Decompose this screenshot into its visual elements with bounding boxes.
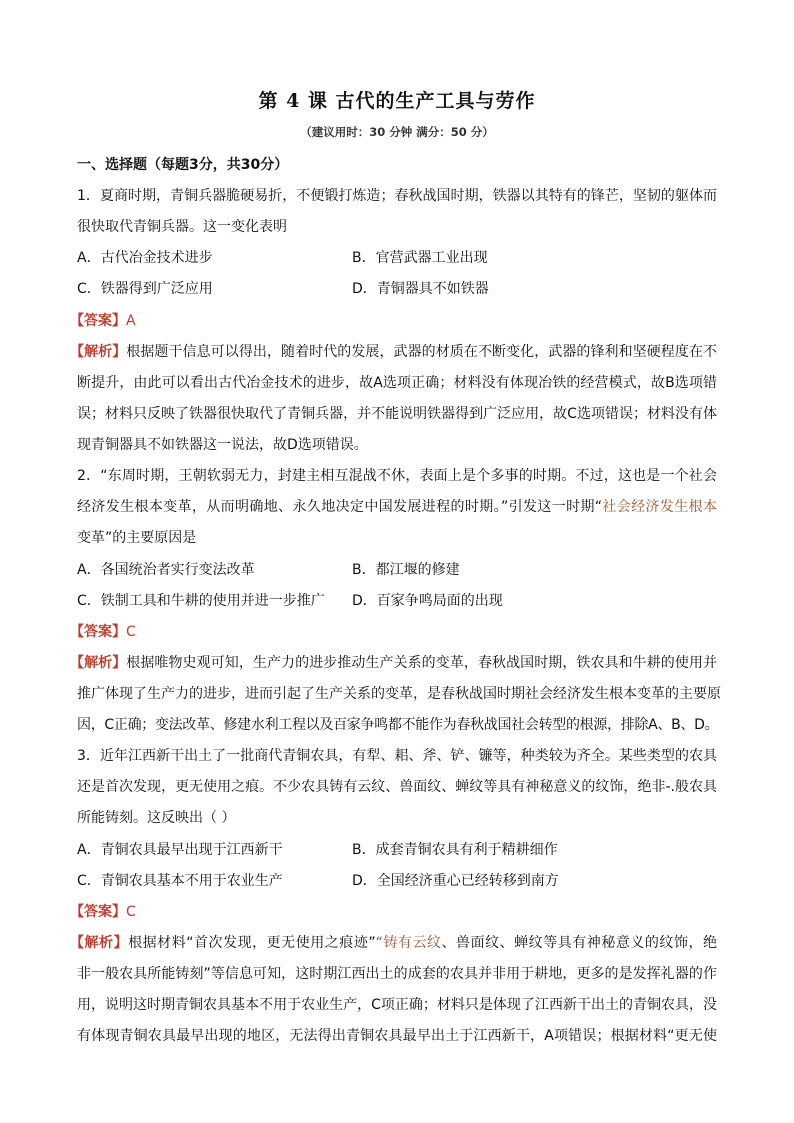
q1-answer — [70, 311, 136, 331]
q1-option-d: D．青铜器具不如铁器 — [352, 281, 489, 297]
q2-stem-line1: 2．“东周时期，王朝软弱无力，封建主相互混战不休，表面上是个多事的时期。不过，这也是一个社会 — [77, 468, 717, 484]
q3-analysis-line3: 用，说明这时期青铜农具基本不用于农业生产，C项正确；材料只是体现了江西新干出土的青铜农具，没 — [77, 997, 717, 1013]
q3-analysis-line2: 非一般农具所能铸刻”等信息可知，这时期江西出土的成套的农具并非用于耕地，更多的是发挥礼器的作 — [77, 966, 717, 982]
q3-option-c: C．青铜农具基本不用于农业生产 — [77, 873, 283, 889]
q2-answer — [70, 622, 136, 642]
q2-option-a: A．各国统治者实行变法改革 — [77, 562, 255, 578]
q3-answer — [70, 902, 136, 922]
q1-analysis-line4: 现青铜器具不如铁器这一说法，故D选项错误。 — [77, 437, 368, 453]
analysis-text-cont: 、兽面纹、蝉纹等具有神秘意义的纹饰，绝 — [441, 935, 718, 951]
q1-option-b: B．官营武器工业出现 — [352, 250, 488, 266]
q1-stem-line1: 1．夏商时期，青铜兵器脆硬易折，不便锻打炼造；春秋战国时期，铁器以其特有的锋芒，坚韧的躯体而 — [77, 188, 717, 204]
q2-stem-line2 — [77, 497, 717, 517]
analysis-label: 【解析】 — [70, 344, 127, 360]
q3-option-d: D．全国经济重心已经转移到南方 — [352, 873, 559, 889]
answer-label: 【答案】 — [70, 624, 126, 640]
q2-stem-line3: 变革”的主要原因是 — [77, 530, 197, 546]
q2-analysis-line3: 因，C正确；变法改革、修建水利工程以及百家争鸣都不能作为春秋战国社会转型的根源，排除A、B、D。 — [77, 717, 719, 733]
q3-analysis-line4: 有体现青铜农具最早出现的地区，无法得出青铜农具最早出土于江西新干，A项错误；根据材料“更无使 — [77, 1028, 717, 1044]
analysis-quote: “铸有云纹 — [375, 935, 442, 951]
q2-analysis-line2: 推广体现了生产力的进步，进而引起了生产关系的变革，是春秋战国时期社会经济发生根本变革的主要原 — [77, 686, 721, 702]
analysis-text: 根据材料“首次发现，更无使用之痕迹” — [128, 935, 376, 951]
q3-analysis-line1 — [70, 933, 717, 953]
q1-analysis-line1 — [70, 342, 717, 362]
q2-option-d: D．百家争鸣局面的出现 — [352, 593, 503, 609]
q3-stem-line3: 所能铸刻。这反映出（ ） — [77, 810, 236, 826]
answer-label: 【答案】 — [70, 904, 126, 920]
q1-stem-line2: 很快取代青铜兵器。这一变化表明 — [77, 219, 287, 235]
analysis-text: 根据题干信息可以得出，随着时代的发展，武器的材质在不断变化，武器的锋利和坚硬程度在不 — [126, 344, 718, 360]
q1-analysis-line3: 误；材料只反映了铁器很快取代了青铜兵器，并不能说明铁器得到广泛应用，故C选项错误；材料没有体 — [77, 406, 717, 422]
q2-stem-quote: 社会经济发生根本 — [602, 499, 717, 515]
answer-value: A — [126, 313, 136, 329]
q2-option-c: C．铁制工具和牛耕的使用并进一步推广 — [77, 593, 325, 609]
q3-option-b: B．成套青铜农具有利于精耕细作 — [352, 842, 558, 858]
q2-stem-text: 经济发生根本变革，从而明确地、永久地决定中国发展进程的时期。”引发这一时期“ — [77, 499, 603, 515]
analysis-label: 【解析】 — [70, 935, 129, 951]
analysis-text: 根据唯物史观可知，生产力的进步推动生产关系的变革，春秋战国时期，铁农具和牛耕的使用并 — [126, 655, 718, 671]
q1-option-a: A．古代冶金技术进步 — [77, 250, 213, 266]
answer-value: C — [126, 904, 136, 920]
q3-option-a: A．青铜农具最早出现于江西新干 — [77, 842, 283, 858]
answer-label: 【答案】 — [70, 313, 126, 329]
q1-option-c: C．铁器得到广泛应用 — [77, 281, 213, 297]
page-title: 第 4 课 古代的生产工具与劳作 — [258, 90, 536, 112]
q3-stem-line1: 3．近年江西新干出土了一批商代青铜农具，有犁、耜、斧、铲、镰等，种类较为齐全。某些类型的农具 — [77, 748, 717, 764]
q2-analysis-line1 — [70, 653, 717, 673]
q1-analysis-line2: 断提升，由此可以看出古代冶金技术的进步，故A选项正确；材料没有体现冶铁的经营模式，故B选项错 — [77, 375, 717, 391]
section-heading: 一、选择题（每题3分，共30分） — [77, 157, 289, 173]
q3-stem-line2: 还是首次发现，更无使用之痕。不少农具铸有云纹、兽面纹、蝉纹等具有神秘意义的纹饰，绝非-.般农具 — [77, 779, 717, 795]
page-subtitle: （建议用时：30 分钟 满分：50 分） — [300, 125, 494, 139]
answer-value: C — [126, 624, 136, 640]
analysis-label: 【解析】 — [70, 655, 127, 671]
q2-option-b: B．都江堰的修建 — [352, 562, 460, 578]
